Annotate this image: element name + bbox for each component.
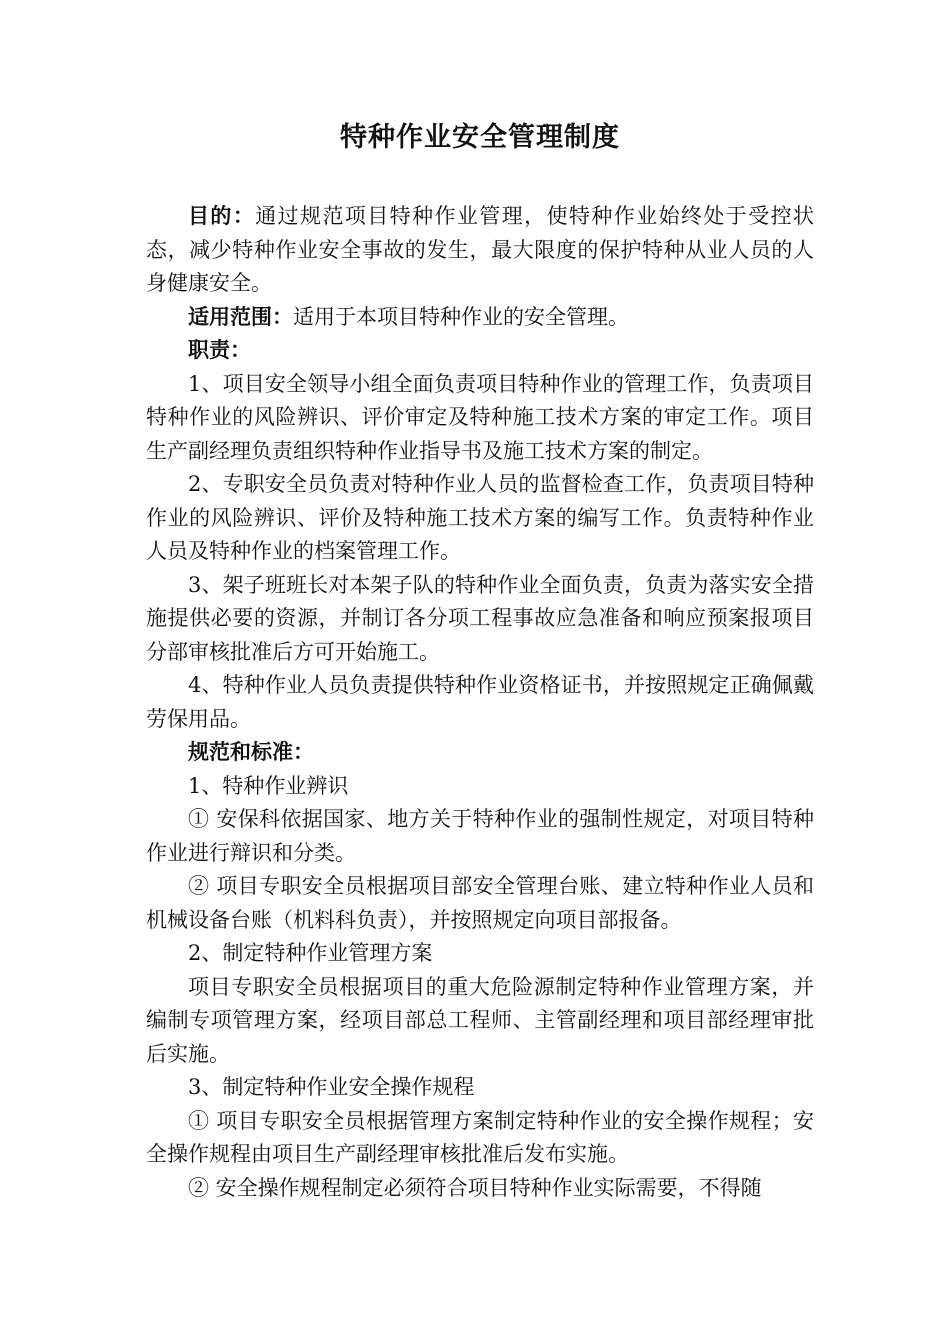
scope-text: 适用于本项目特种作业的安全管理。	[293, 304, 629, 329]
standards-item: 项目专职安全员根据项目的重大危险源制定特种作业管理方案，并编制专项管理方案，经项目部总工程师、主管副经理和项目部经理审批后实施。	[146, 974, 814, 1066]
purpose-paragraph	[146, 200, 814, 301]
scope-label: 适用范围：	[188, 304, 293, 329]
duties-heading	[146, 334, 814, 368]
standards-item: ① 项目专职安全员根据管理方案制定特种作业的安全操作规程；安全操作规程由项目生产副经理审核批准后发布实施。	[146, 1108, 814, 1166]
standards-item: ② 安全操作规程制定必须符合项目特种作业实际需要，不得随	[188, 1175, 762, 1200]
document-page	[146, 118, 814, 1205]
duties-label: 职责：	[188, 338, 251, 362]
duty-item: 3、架子班班长对本架子队的特种作业全面负责，负责为落实安全措施提供必要的资源，并制订各分项工程事故应急准备和响应预案报项目分部审核批准后方可开始施工。	[146, 572, 814, 664]
duty-item: 2、专职安全员负责对特种作业人员的监督检查工作，负责项目特种作业的风险辨识、评价及特种施工技术方案的编写工作。负责特种作业人员及特种作业的档案管理工作。	[146, 472, 814, 563]
duty-item: 4、特种作业人员负责提供特种作业资格证书，并按照规定正确佩戴劳保用品。	[146, 673, 814, 731]
purpose-label: 目的：	[188, 204, 256, 228]
standards-heading	[146, 736, 814, 770]
scope-paragraph	[146, 301, 814, 335]
purpose-text: 通过规范项目特种作业管理，使特种作业始终处于受控状态，减少特种作业安全事故的发生，最大限度的保护特种从业人员的人身健康安全。	[146, 204, 815, 295]
standards-item: 3、制定特种作业安全操作规程	[188, 1075, 475, 1099]
duty-item: 1、项目安全领导小组全面负责项目特种作业的管理工作，负责项目特种作业的风险辨识、评价审定及特种施工技术方案的审定工作。项目生产副经理负责组织特种作业指导书及施工技术方案的制定。	[146, 371, 814, 463]
standards-item: 2、制定特种作业管理方案	[188, 941, 433, 965]
standards-label: 规范和标准：	[188, 740, 314, 764]
standards-item: ② 项目专职安全员根据项目部安全管理台账、建立特种作业人员和机械设备台账（机料科负责），并按照规定向项目部报备。	[146, 874, 814, 932]
document-title: 特种作业安全管理制度	[340, 122, 620, 153]
standards-item: 1、特种作业辨识	[188, 773, 349, 798]
standards-item: ① 安保科依据国家、地方关于特种作业的强制性规定，对项目特种作业进行辩识和分类。	[146, 807, 814, 865]
document-body	[146, 200, 814, 1205]
